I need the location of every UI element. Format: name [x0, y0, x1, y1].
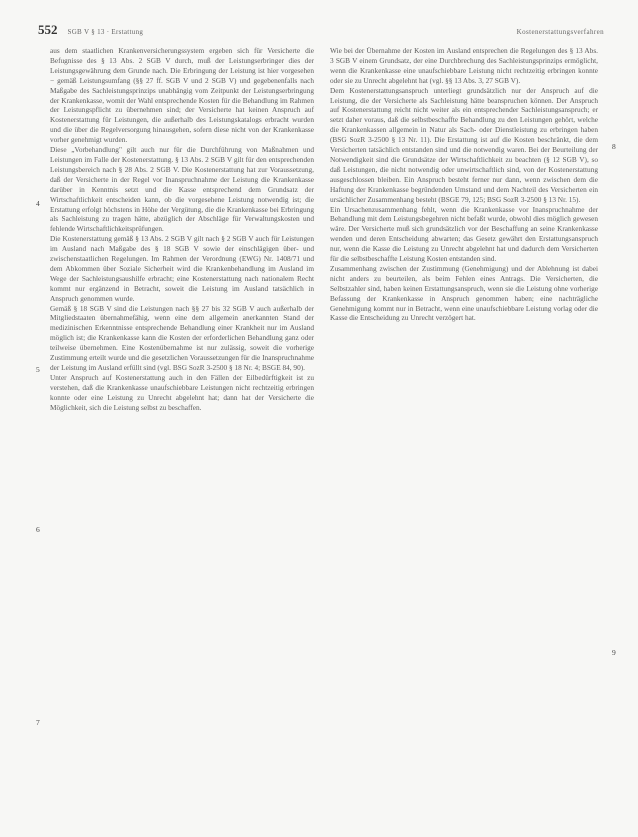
- paragraph: Die Kostenerstattung gemäß § 13 Abs. 2 SGB V gilt nach § 2 SGB V auch für Leistungen im Ausland nach Maßgabe des § 18 SGB V sowie der einschlägigen über- und zwischenstaatlichen Regelungen. Im Rahmen der Verordnung (EWG) Nr. 1408/71 und dem Abkommen über Soziale Sicherheit wird die Krankenbehandlung im Ausland im Wege der Sachleistungsaushilfe erbracht; eine Kostenerstattung nach nationalem Recht kommt nur ergänzend in Betracht, soweit die Leistung im Ausland tatsächlich in Anspruch genommen wurde.: [50, 234, 314, 303]
- margin-number: 6: [36, 525, 40, 534]
- paragraph: Unter Anspruch auf Kostenerstattung auch in den Fällen der Eilbedürftigkeit ist zu verstehen, daß die Krankenkasse unaufschiebbare Leistungen nicht rechtzeitig erbringen konnte oder eine Leistung zu Unrecht abgelehnt hat; dann hat der Versicherte die Möglichkeit, sich die Leistung selbst zu beschaffen.: [50, 372, 314, 412]
- paragraph: aus dem staatlichen Krankenversicherungssystem ergeben sich für Versicherte die Befugnisse des § 13 Abs. 2 SGB V durch, muß der Leistungserbringer dies der Leistungsgewährung dem Grunde nach. Die Erbringung der Leistung ist hier vorgesehen − gemäß Leistungsumfang (§§ 27 ff. SGB V und 2 SGB V) und gegebenenfalls nach Maßgabe des Sachleistungsprinzips unabhängig vom Zeitpunkt der Leistungserbringung der Krankenkasse, womit der Wahl entsprechende Kosten für die Behandlung im Rahmen der Leistungspflicht zu übernehmen sind; der Versicherte hat keinen Anspruch auf Kostenerstattung für Leistungen, die außerhalb des Leistungskatalogs erbracht wurden und die über die Regelversorgung hinausgehen, sofern diese nicht von der Krankenkasse vorher genehmigt wurden.: [50, 46, 314, 145]
- paragraph: Wie bei der Übernahme der Kosten im Ausland entsprechen die Regelungen des § 13 Abs. 3 SGB V einem Grundsatz, der eine Durchbrechung des Sachleistungsprinzips ermöglicht, wenn die Krankenkasse eine unaufschiebbare Leistung nicht rechtzeitig erbringen konnte oder sie zu Unrecht abgelehnt hat (vgl. §§ 13 Abs. 3, 27 SGB V).: [330, 46, 598, 85]
- margin-number: 5: [36, 365, 40, 374]
- margin-number: 4: [36, 199, 40, 208]
- right-text-column: [330, 46, 598, 323]
- page-number: 552: [38, 22, 58, 37]
- margin-number: 8: [612, 142, 616, 151]
- margin-number: 9: [612, 648, 616, 657]
- paragraph: Zusammenhang zwischen der Zustimmung (Genehmigung) und der Ablehnung ist dabei nicht anders zu beurteilen, als beim Fehlen eines Antrags. Die Versicherten, die Selbstzahler sind, haben keinen Erstattungsanspruch, wenn sie die Leistung ohne vorherige Befassung der Krankenkasse in Anspruch genommen haben; eine nachträgliche Genehmigung kommt nur in Betracht, wenn eine unaufschiebbare Leistung vorlag oder die Kasse die Entscheidung zu Unrecht verzögert hat.: [330, 263, 598, 323]
- running-head-left: SGB V § 13 · Erstattung: [67, 28, 144, 36]
- left-text-column: [50, 46, 314, 413]
- page-header: [38, 22, 604, 38]
- paragraph: Diese „Vorbehandlung" gilt auch nur für die Durchführung von Maßnahmen und Leistungen im Falle der Kostenerstattung. § 13 Abs. 2 SGB V gilt für den entsprechenden Leistungsbereich nach § 28 Abs. 2 SGB V. Die Kostenerstattung hat zur Voraussetzung, daß der Versicherte in der Regel vor Inanspruchnahme der Leistung die Krankenkasse darüber in Kenntnis setzt und die Kasse entsprechend dem Grundsatz der Wirtschaftlichkeit entscheiden kann, ob die vorgesehene Leistung notwendig ist; die Erstattung erfolgt höchstens in Höhe der Vergütung, die die Krankenkasse bei Erbringung als Sachleistung zu tragen hätte, abzüglich der Abschläge für Verwaltungskosten und fehlende Wirtschaftlichkeitsprüfungen.: [50, 145, 314, 234]
- paragraph: Ein Ursachenzusammenhang fehlt, wenn die Krankenkasse vor Inanspruchnahme der Behandlung mit dem Leistungsbegehren nicht befaßt wurde, obwohl dies möglich gewesen wäre. Der Versicherte muß sich grundsätzlich vor der Beschaffung an seine Krankenkasse wenden und deren Entscheidung abwarten; das Gesetz gewährt den Erstattungsanspruch nur, wenn die Kasse die Leistung zu Unrecht abgelehnt hat und dadurch dem Versicherten für die selbstbeschaffte Leistung Kosten entstanden sind.: [330, 204, 598, 264]
- margin-number: 7: [36, 718, 40, 727]
- running-head-right: Kostenerstattungsverfahren: [516, 28, 604, 36]
- paragraph: Gemäß § 18 SGB V sind die Leistungen nach §§ 27 bis 32 SGB V auch außerhalb der Mitgliedstaaten übernahmefähig, wenn eine dem allgemein anerkannten Stand der medizinischen Erkenntnisse entsprechende Behandlung einer Krankheit nur im Ausland möglich ist; die Krankenkasse kann die Kosten der erforderlichen Behandlung ganz oder teilweise übernehmen. Eine Kostenübernahme ist nur zulässig, soweit die vorherige Zustimmung erteilt wurde und die gesetzlichen Voraussetzungen für die Inanspruchnahme der Leistung im Ausland erfüllt sind (vgl. BSG SozR 3-2500 § 18 Nr. 4; BSGE 84, 90).: [50, 303, 314, 372]
- paragraph: Dem Kostenerstattungsanspruch unterliegt grundsätzlich nur der Anspruch auf die Leistung, die der Versicherte als Sachleistung hätte beanspruchen können. Der Anspruch auf Kostenerstattung reicht nicht weiter als ein entsprechender Sachleistungsanspruch; er setzt daher voraus, daß die selbstbeschaffte Behandlung zu den Leistungen gehört, welche die Krankenkassen allgemein in Natur als Sach- oder Dienstleistung zu erbringen haben (BSG SozR 3-2500 § 13 Nr. 11). Die Erstattung ist auf die Kosten beschränkt, die dem Versicherten tatsächlich entstanden sind und die notwendig waren. Bei der Beurteilung der Notwendigkeit sind die Grundsätze der Wirtschaftlichkeit zu beachten (§ 12 SGB V), so daß Leistungen, die nicht notwendig oder unwirtschaftlich sind, von der Kostenerstattung ausgeschlossen bleiben. Ein Anspruch besteht ferner nur dann, wenn zwischen dem die Haftung der Krankenkasse begründenden Umstand und dem Nachteil des Versicherten ein ursächlicher Zusammenhang besteht (BSGE 79, 125; BSG SozR 3-2500 § 13 Nr. 15).: [330, 85, 598, 204]
